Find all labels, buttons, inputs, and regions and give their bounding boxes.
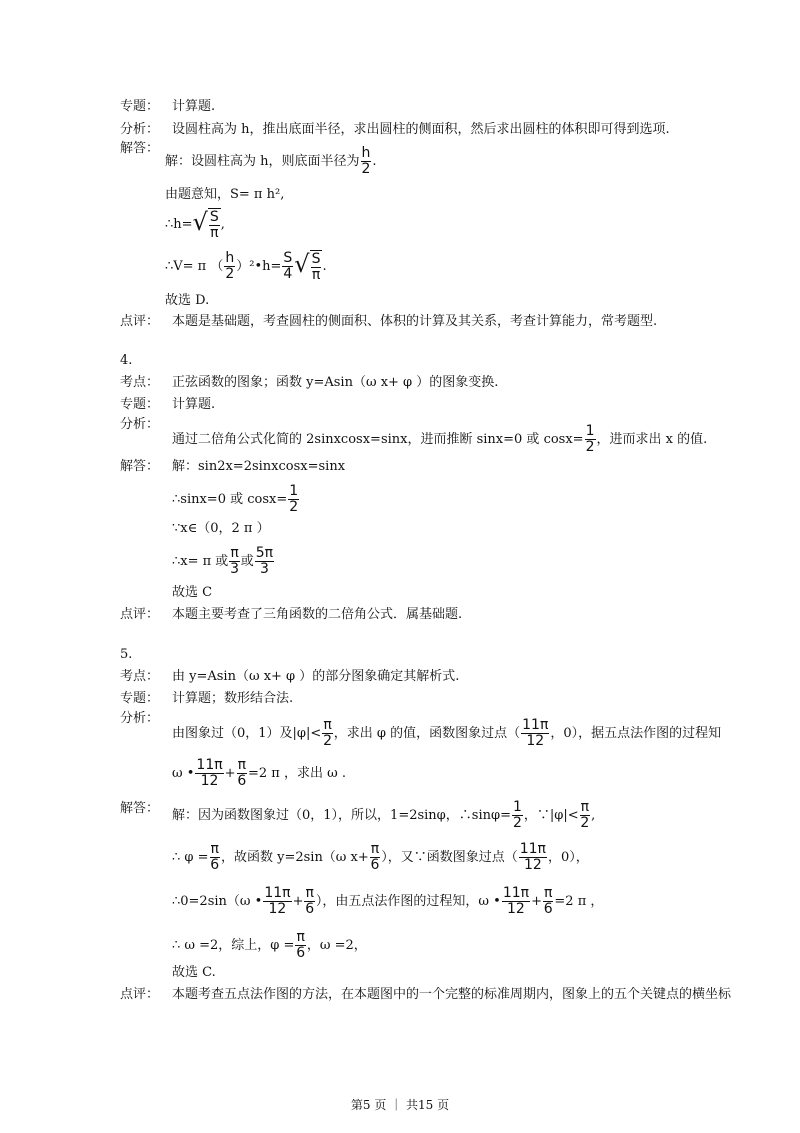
analysis-label: 分析： <box>120 711 160 726</box>
fraction-11pi-over-12: $\frac{11\pi}{12}$ <box>196 757 223 789</box>
q4-point: 正弦函数的图象；函数 y=Asin（ω x+ φ ）的图象变换. <box>172 375 499 390</box>
q4-topic: 计算题. <box>172 397 216 412</box>
topic-label: 专题： <box>120 397 160 412</box>
fraction-pi-over-2: $\frac{\pi}{2}$ <box>580 799 590 831</box>
q3-sol1-text: 解：设圆柱高为 h，则底面半径为 <box>165 154 360 169</box>
fraction-pi-over-2: $\frac{\pi}{2}$ <box>323 717 332 749</box>
q5-analysis-line-1: 由图象过（0，1）及|φ|< $\frac{\pi}{2}$ ，求出 φ 的值，函数图象过点（ $\frac{11\pi}{12}$ ，0），据五点法作图的过程知 <box>172 717 722 749</box>
fraction-1-over-2: $\frac{1}{2}$ <box>289 483 299 515</box>
q5-topic: 计算题；数形结合法. <box>172 691 294 706</box>
fraction-11pi-over-12: $\frac{11\pi}{12}$ <box>519 841 546 873</box>
fraction-pi-over-6: $\frac{\pi}{6}$ <box>296 929 306 961</box>
fraction-pi-over-6: $\frac{\pi}{6}$ <box>305 885 315 917</box>
fraction-11pi-over-12: $\frac{11\pi}{12}$ <box>264 885 291 917</box>
review-label: 点评： <box>120 314 160 329</box>
solution-label: 解答： <box>120 141 160 156</box>
q4-number: 4. <box>120 353 133 368</box>
q4-analysis-line: 通过二倍角公式化简的 2sinxcosx=sinx，进而推断 sinx=0 或 cosx= $\frac{1}{2}$ ，进而求出 x 的值. <box>172 423 708 455</box>
sqrt-s-over-pi: √ $\frac{S}{\pi}$ <box>294 250 321 283</box>
analysis-label: 分析： <box>120 122 160 137</box>
q5-answer: 故选 C. <box>172 965 216 980</box>
fraction-1-over-2: $\frac{1}{2}$ <box>512 799 522 831</box>
fraction-5pi-over-3: $\frac{5\pi}{3}$ <box>255 545 274 577</box>
q4-sol-line-2: ∴sinx=0 或 cosx= $\frac{1}{2}$ <box>172 483 299 515</box>
q5-topic-line <box>120 690 293 708</box>
q3-sol-line-2: 由题意知，S= π h², <box>165 187 285 202</box>
page-footer: 第5 页 ｜ 共15 页 <box>350 1098 450 1112</box>
q4-review-line <box>120 606 462 624</box>
q3-topic: 计算题. <box>172 99 216 114</box>
review-label: 点评： <box>120 607 160 622</box>
q3-review: 本题是基础题，考查圆柱的侧面积、体积的计算及其关系，考查计算能力，常考题型. <box>172 314 658 329</box>
q3-sol-line-1: 解：设圆柱高为 h，则底面半径为 $\frac{h}{2}$ . <box>165 145 377 177</box>
q3-answer: 故选 D. <box>165 293 210 308</box>
q4-sol-line-3: ∵x∈（0，2 π ） <box>172 521 270 536</box>
topic-label: 专题： <box>120 691 160 706</box>
q5-review: 本题考查五点法作图的方法，在本题图中的一个完整的标准周期内，图象上的五个关键点的横坐标 <box>172 987 732 1002</box>
q5-number: 5. <box>120 647 133 662</box>
q5-sol-line-4: ∴ ω =2，综上，φ = $\frac{\pi}{6}$ ，ω =2， <box>172 929 367 961</box>
q4-review: 本题主要考查了三角函数的二倍角公式．属基础题. <box>172 607 463 622</box>
q4-point-line <box>120 374 498 392</box>
fraction-11pi-over-12: $\frac{11\pi}{12}$ <box>522 717 549 749</box>
point-label: 考点： <box>120 375 160 390</box>
fraction-pi-over-6: $\frac{\pi}{6}$ <box>370 841 380 873</box>
review-label: 点评： <box>120 987 160 1002</box>
sqrt-s-over-pi: √ $\frac{S}{\pi}$ <box>192 208 219 241</box>
q3-analysis: 设圆柱高为 h，推出底面半径，求出圆柱的侧面积，然后求出圆柱的体积即可得到选项. <box>172 122 670 137</box>
q5-analysis-line-2: ω • $\frac{11\pi}{12}$ + $\frac{\pi}{6}$ =2 π ，求出 ω . <box>172 757 346 789</box>
point-label: 考点： <box>120 669 160 684</box>
q4-sol-line-4: ∴x= π 或 $\frac{\pi}{3}$ 或 $\frac{5\pi}{3}$ <box>172 545 274 577</box>
analysis-label: 分析： <box>120 417 160 432</box>
solution-label: 解答： <box>120 459 160 474</box>
q5-point-line <box>120 668 459 686</box>
q5-sol-line-2: ∴ φ = $\frac{\pi}{6}$ ，故函数 y=2sin（ω x+ $\frac{\pi}{6}$ ），又∵函数图象过点（ $\frac{11\pi}{12}$ ，0）， <box>172 841 589 873</box>
q3-sol-line-4: ∴V= π （ $\frac{h}{2}$ ）²•h= $\frac{S}{4}$ √ $\frac{S}{\pi}$ . <box>165 250 327 283</box>
fraction-h-over-2: $\frac{h}{2}$ <box>361 145 371 177</box>
fraction-pi-over-6: $\frac{\pi}{6}$ <box>210 841 220 873</box>
q3-sol-line-3: ∴h= √ $\frac{S}{\pi}$ , <box>165 208 225 241</box>
q4-answer: 故选 C <box>172 585 213 600</box>
fraction-s-over-4: $\frac{S}{4}$ <box>283 250 293 282</box>
q4-sol-line-1: 解：sin2x=2sinxcosx=sinx <box>172 459 346 474</box>
q4-topic-line <box>120 396 215 414</box>
q5-sol-line-3: ∴0=2sin（ω • $\frac{11\pi}{12}$ + $\frac{\pi}{6}$ ），由五点法作图的过程知，ω • $\frac{11\pi}{12}$ + $\frac{\pi}{6}$ =2 π ， <box>172 885 604 917</box>
q3-topic-line <box>120 98 215 116</box>
q5-review-line <box>120 986 731 1004</box>
fraction-pi-over-6: $\frac{\pi}{6}$ <box>237 757 247 789</box>
fraction-1-over-2: $\frac{1}{2}$ <box>585 423 595 455</box>
q5-point: 由 y=Asin（ω x+ φ ）的部分图象确定其解析式. <box>172 669 460 684</box>
fraction-pi-over-6: $\frac{\pi}{6}$ <box>543 885 553 917</box>
solution-label: 解答： <box>120 801 160 816</box>
q3-analysis-line <box>120 121 670 139</box>
fraction-pi-over-3: $\frac{\pi}{3}$ <box>230 545 239 577</box>
fraction-h-over-2: $\frac{h}{2}$ <box>225 250 235 282</box>
q3-review-line <box>120 313 657 331</box>
topic-label: 专题： <box>120 99 160 114</box>
q5-sol-line-1: 解：因为函数图象过（0，1），所以，1=2sinφ，∴sinφ= $\frac{1}{2}$ ，∵|φ|< $\frac{\pi}{2}$ , <box>172 799 596 831</box>
fraction-11pi-over-12: $\frac{11\pi}{12}$ <box>502 885 530 917</box>
